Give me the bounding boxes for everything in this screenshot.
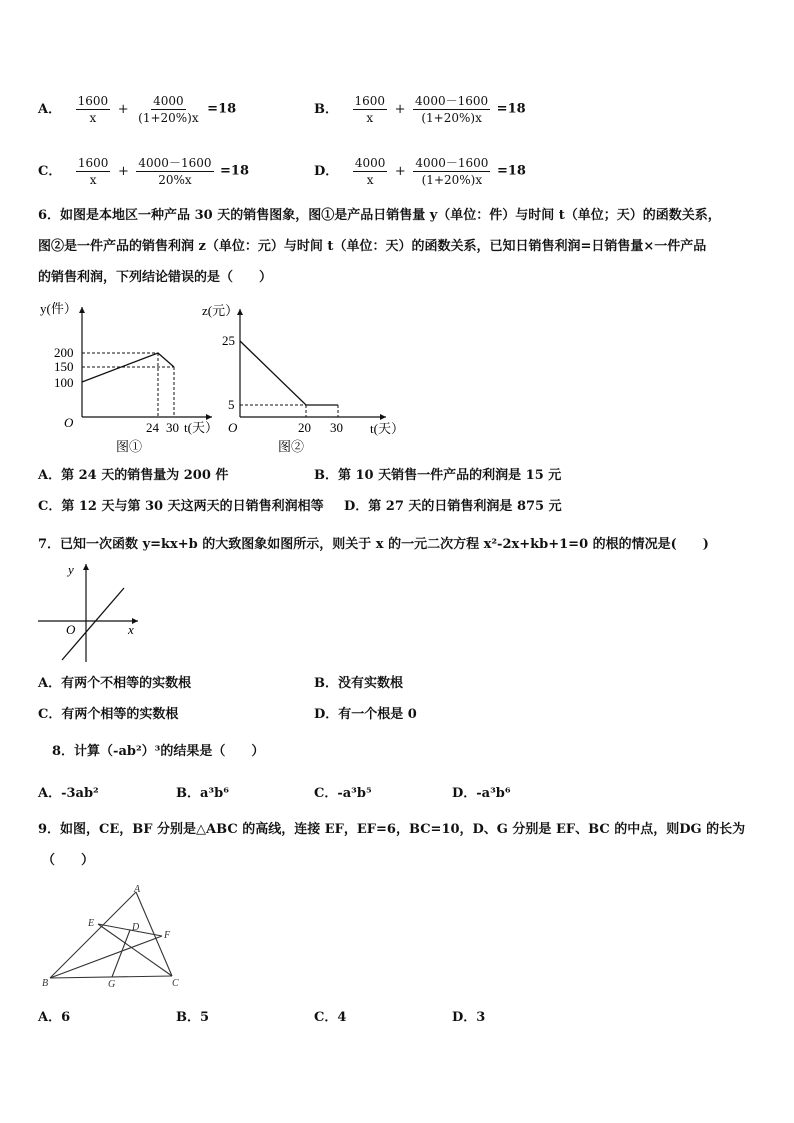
- fraction: [353, 94, 388, 125]
- q6-stem: [38, 206, 758, 288]
- point-d-label: D: [132, 922, 140, 933]
- denominator: x: [89, 173, 97, 187]
- denominator: (1+20%)x: [421, 173, 483, 187]
- q5-option-d: [314, 156, 526, 187]
- y-tick-25: 25: [222, 333, 235, 348]
- fraction: [413, 94, 490, 125]
- y-axis-label: z(元）: [202, 303, 239, 318]
- q9-option-b: B．5: [176, 1010, 210, 1025]
- x-tick-24: 24: [146, 420, 159, 435]
- denominator: x: [89, 111, 97, 125]
- q5-option-b: [314, 94, 526, 125]
- origin-label: O: [228, 420, 238, 435]
- y-tick-200: 200: [54, 345, 74, 360]
- numerator: 1600: [77, 94, 109, 108]
- fraction: [136, 94, 201, 125]
- q6-graph-2: [200, 295, 410, 457]
- x-axis-label: t(天）: [370, 421, 404, 436]
- equals-part: =18: [207, 101, 237, 117]
- fraction: [353, 156, 388, 187]
- x-tick-30: 30: [330, 420, 343, 435]
- plus-sign: +: [394, 101, 406, 117]
- point-f-label: F: [164, 930, 171, 941]
- x-tick-30: 30: [166, 420, 179, 435]
- q8-option-b: B．a³b⁶: [176, 786, 229, 801]
- q9-option-a: A．6: [38, 1010, 71, 1025]
- q6-stem-line: 的销售利润，下列结论错误的是（ ）: [38, 270, 273, 285]
- q9-triangle-figure: [40, 884, 190, 990]
- option-label: C．: [38, 163, 62, 179]
- q9-stem-line: （ ）: [42, 853, 95, 868]
- numerator: 4000－1600: [415, 94, 489, 108]
- y-axis-arrow: [79, 307, 85, 313]
- denominator: 20%x: [158, 173, 192, 187]
- numerator: 1600: [354, 94, 386, 108]
- q6-stem-line: 6．如图是本地区一种产品 30 天的销售图象，图①是产品日销售量 y（单位：件）与时间 t（单位；天）的函数关系，: [38, 208, 721, 223]
- plus-sign: +: [117, 163, 129, 179]
- fraction: [76, 94, 111, 125]
- point-g-label: G: [108, 979, 116, 990]
- q7-option-d: D．有一个根是 0: [314, 707, 417, 722]
- numerator: 4000－1600: [138, 156, 212, 170]
- plus-sign: +: [394, 163, 406, 179]
- q8-option-a: A．-3ab²: [38, 786, 99, 801]
- x-axis-arrow: [380, 414, 386, 420]
- q6-option-b: B．第 10 天销售一件产品的利润是 15 元: [314, 468, 562, 483]
- x-axis-label: x: [128, 622, 134, 637]
- q8-option-c: C．-a³b⁵: [314, 786, 372, 801]
- denominator: x: [366, 111, 374, 125]
- numerator: 4000: [354, 156, 386, 170]
- q7-option-b: B．没有实数根: [314, 676, 403, 691]
- point-b-label: B: [42, 978, 49, 989]
- denominator: (1+20%)x: [421, 111, 482, 125]
- q6-stem-line: 图②是一件产品的销售利润 z（单位：元）与时间 t（单位：天）的函数关系，已知日销售利润=日销售量×一件产品: [38, 239, 707, 254]
- profit-line: [240, 341, 338, 405]
- y-axis-label: y(件）: [40, 301, 77, 316]
- fraction: [136, 156, 213, 187]
- y-axis-arrow: [83, 564, 89, 570]
- q6-graph-1: [30, 295, 220, 457]
- numerator: 4000: [153, 94, 184, 108]
- plus-sign: +: [117, 101, 129, 117]
- option-label: B．: [314, 101, 338, 117]
- numerator: 4000－1600: [415, 156, 489, 170]
- denominator: x: [366, 173, 374, 187]
- equals-part: =18: [496, 101, 526, 117]
- q6-option-d: D．第 27 天的日销售利润是 875 元: [344, 499, 562, 514]
- point-a-label: A: [134, 884, 141, 895]
- q9-option-c: C．4: [314, 1010, 347, 1025]
- y-tick-100: 100: [54, 375, 74, 390]
- q7-stem: 7．已知一次函数 y=kx+b 的大致图象如图所示，则关于 x 的一元二次方程 x²-2x+kb+1=0 的根的情况是( ): [38, 537, 709, 552]
- side-bc: [50, 976, 172, 978]
- origin-label: O: [66, 622, 76, 637]
- q7-option-a: A．有两个不相等的实数根: [38, 676, 192, 691]
- q6-option-a: A．第 24 天的销售量为 200 件: [38, 468, 229, 483]
- q9-stem-line: 9．如图，CE，BF 分别是△ABC 的高线，连接 EF，EF=6，BC=10，D、G 分别是 EF、BC 的中点，则DG 的长为: [38, 822, 746, 837]
- q8-stem: 8．计算（-ab²）³的结果是（ ）: [52, 744, 265, 759]
- y-tick-5: 5: [228, 397, 235, 412]
- equals-part: =18: [496, 163, 526, 179]
- point-e-label: E: [88, 918, 95, 929]
- q8-option-d: D．-a³b⁶: [452, 786, 511, 801]
- q9-option-d: D．3: [452, 1010, 486, 1025]
- x-tick-20: 20: [298, 420, 311, 435]
- q6-option-c: C．第 12 天与第 30 天这两天的日销售利润相等: [38, 499, 324, 514]
- figure-caption: 图①: [116, 439, 143, 454]
- figure-caption: 图②: [278, 439, 305, 454]
- equals-part: =18: [220, 163, 250, 179]
- fraction: [76, 156, 111, 187]
- q9-stem: [38, 820, 758, 871]
- origin-label: O: [64, 415, 74, 430]
- option-label: A．: [38, 101, 62, 117]
- y-tick-150: 150: [54, 359, 74, 374]
- option-label: D．: [314, 163, 339, 179]
- q5-option-c: [38, 156, 249, 187]
- y-axis-label: y: [68, 562, 74, 577]
- numerator: 1600: [77, 156, 109, 170]
- q7-option-c: C．有两个相等的实数根: [38, 707, 179, 722]
- x-axis-label: t(天）: [184, 420, 218, 435]
- q5-option-a: [38, 94, 236, 125]
- point-c-label: C: [172, 978, 179, 989]
- denominator: (1+20%)x: [138, 111, 199, 125]
- q7-graph: [34, 560, 144, 666]
- fraction: [413, 156, 490, 187]
- side-ab: [50, 892, 136, 978]
